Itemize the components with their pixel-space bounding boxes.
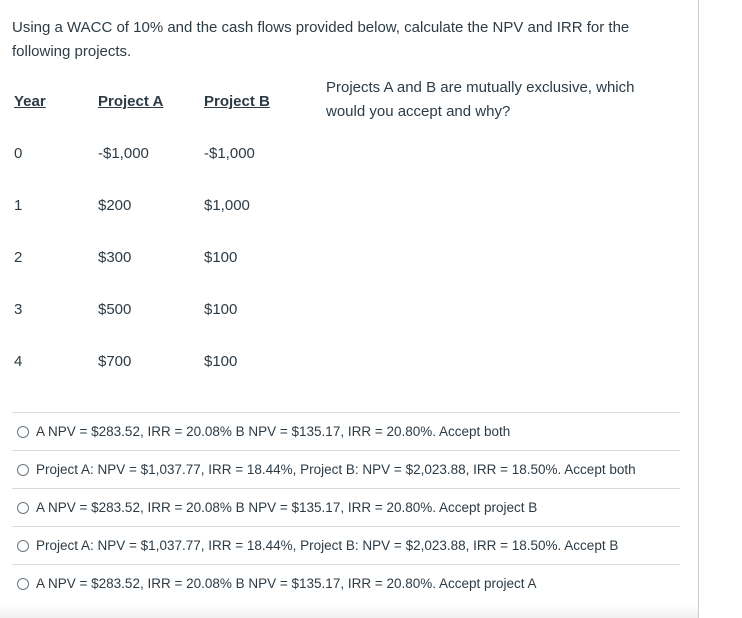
answer-option-1[interactable] xyxy=(12,412,680,450)
side-question-text: Projects A and B are mutually exclusive, which would you accept and why? xyxy=(326,79,635,120)
answer-option-2[interactable] xyxy=(12,450,680,488)
row-project-b-value: $100 xyxy=(204,353,238,370)
row-project-b-value: -$1,000 xyxy=(204,145,255,162)
answer-option-label[interactable]: Project A: NPV = $1,037.77, IRR = 18.44%, Project B: NPV = $2,023.88, IRR = 18.50%. Accept both xyxy=(36,462,636,477)
row-project-a-value: $500 xyxy=(98,301,132,318)
bottom-divider xyxy=(0,604,698,618)
row-project-a-value: $700 xyxy=(98,353,132,370)
answer-option-label[interactable]: A NPV = $283.52, IRR = 20.08% B NPV = $135.17, IRR = 20.80%. Accept project A xyxy=(36,576,537,591)
radio-button[interactable] xyxy=(17,540,29,552)
row-project-b-value: $100 xyxy=(204,301,238,318)
answer-option-3[interactable] xyxy=(12,488,680,526)
radio-button[interactable] xyxy=(17,502,29,514)
answer-option-label[interactable]: A NPV = $283.52, IRR = 20.08% B NPV = $135.17, IRR = 20.80%. Accept project B xyxy=(36,500,538,515)
question-text: Using a WACC of 10% and the cash flows provided below, calculate the NPV and IRR for the following projects. xyxy=(12,19,630,60)
header-project-a: Project A xyxy=(98,93,164,110)
content-right-border xyxy=(698,0,699,618)
radio-button[interactable] xyxy=(17,464,29,476)
row-year: 0 xyxy=(14,145,23,162)
answer-options xyxy=(12,412,680,602)
answer-option-5[interactable] xyxy=(12,564,680,602)
row-year: 2 xyxy=(14,249,23,266)
row-year: 4 xyxy=(14,353,23,370)
row-project-b-value: $1,000 xyxy=(204,197,250,214)
row-year: 3 xyxy=(14,301,23,318)
answer-option-label[interactable]: Project A: NPV = $1,037.77, IRR = 18.44%, Project B: NPV = $2,023.88, IRR = 18.50%. Accept B xyxy=(36,538,619,553)
header-year: Year xyxy=(14,93,46,110)
row-project-b-value: $100 xyxy=(204,249,238,266)
header-project-b: Project B xyxy=(204,93,270,110)
row-year: 1 xyxy=(14,197,23,214)
answer-option-label[interactable]: A NPV = $283.52, IRR = 20.08% B NPV = $135.17, IRR = 20.80%. Accept both xyxy=(36,424,511,439)
row-project-a-value: $200 xyxy=(98,197,132,214)
row-project-a-value: -$1,000 xyxy=(98,145,149,162)
row-project-a-value: $300 xyxy=(98,249,132,266)
radio-button[interactable] xyxy=(17,426,29,438)
answer-option-4[interactable] xyxy=(12,526,680,564)
radio-button[interactable] xyxy=(17,578,29,590)
